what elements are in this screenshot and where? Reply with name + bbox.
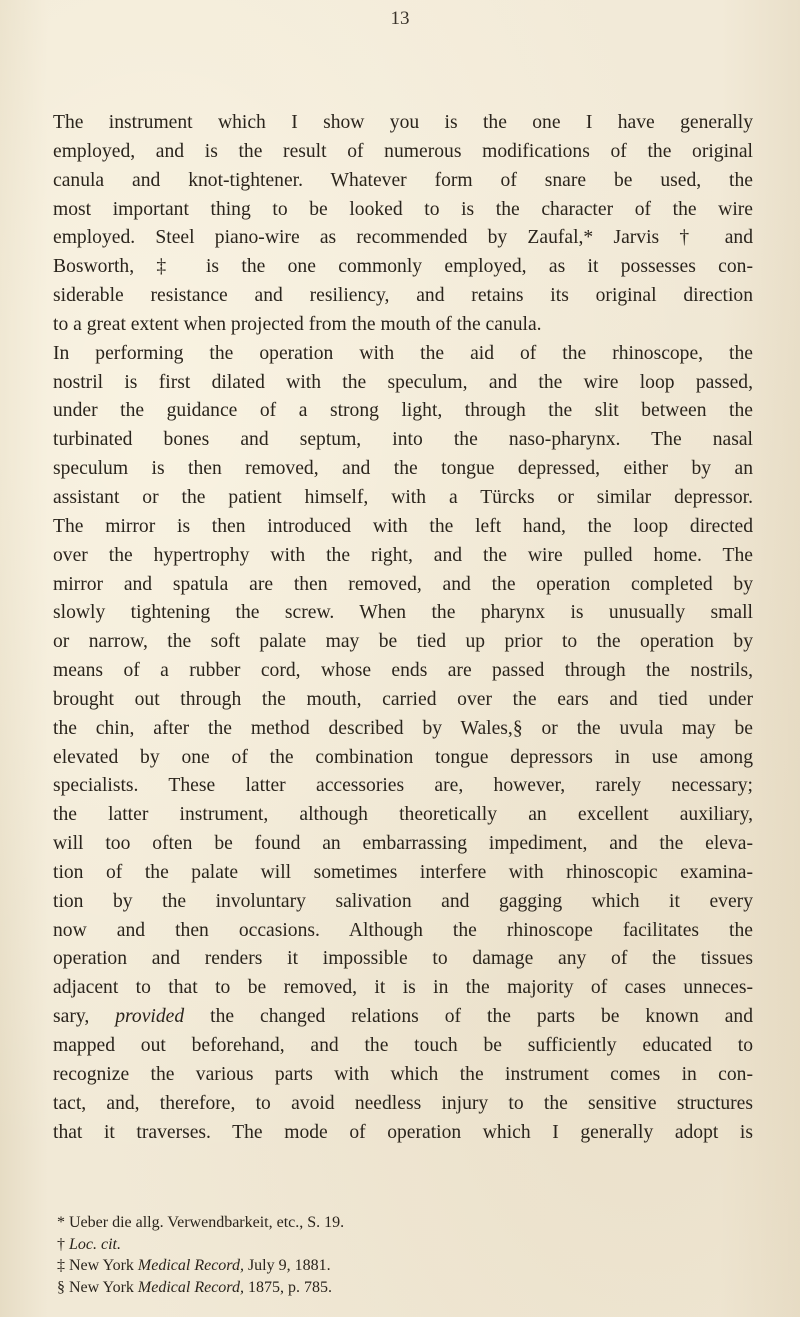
text-line: the latter instrument, although theoretically an excellent auxiliary,	[53, 804, 753, 826]
footnote	[57, 1255, 737, 1277]
footnote-text: Ueber die allg. Verwendbarkeit, etc., S. 19.	[69, 1214, 345, 1231]
footnote-text: New York	[69, 1278, 138, 1296]
text-line: employed. Steel piano-wire as recommended by Zaufal,* Jarvis † and	[53, 227, 753, 249]
text-line: most important thing to be looked to is the character of the wire	[53, 198, 753, 220]
footnotes	[57, 1212, 737, 1298]
text-line: speculum is then removed, and the tongue depressed, either by an	[53, 458, 753, 480]
footnote-mark: §	[57, 1278, 65, 1296]
text-segment: sary,	[53, 1006, 116, 1028]
text-line: In performing the operation with the aid of the rhinoscope, the	[53, 342, 753, 364]
text-line: operation and renders it impossible to damage any of the tissues	[53, 948, 753, 970]
body-text	[53, 109, 753, 1147]
footnote	[57, 1277, 737, 1299]
text-segment: the changed relations of the parts be known and	[210, 1006, 753, 1028]
text-line: over the hypertrophy with the right, and the wire pulled home. The	[53, 544, 753, 566]
footnote-text: New York	[69, 1257, 138, 1274]
text-line: nostril is first dilated with the speculum, and the wire loop passed,	[53, 371, 753, 393]
text-line: Bosworth, ‡ is the one commonly employed, as it possesses con-	[53, 256, 753, 278]
text-line: assistant or the patient himself, with a Türcks or similar depressor.	[53, 486, 753, 508]
text-line: elevated by one of the combination tongue depressors in use among	[53, 746, 753, 768]
text-line: mirror and spatula are then removed, and the operation completed by	[53, 573, 753, 595]
page-number: 13	[390, 8, 410, 29]
text-line: siderable resistance and resiliency, and retains its original direction	[53, 285, 753, 307]
text-line: recognize the various parts with which the instrument comes in con-	[53, 1063, 753, 1085]
footnote-italic: Loc. cit.	[69, 1235, 121, 1253]
text-line: mapped out beforehand, and the touch be sufficiently educated to	[53, 1035, 753, 1056]
text-line: tion by the involuntary salivation and gagging which it every	[53, 890, 753, 912]
footnote-italic: Medical Record,	[137, 1257, 244, 1274]
footnote	[57, 1234, 737, 1256]
text-line: under the guidance of a strong light, through the slit between the	[53, 400, 753, 422]
text-line: The mirror is then introduced with the left hand, the loop directed	[53, 515, 753, 537]
text-line: to a great extent when projected from the mouth of the canula.	[53, 313, 542, 335]
text-line: means of a rubber cord, whose ends are passed through the nostrils,	[53, 660, 753, 682]
emphasis-word: provided	[115, 1006, 185, 1028]
text-line: adjacent to that to be removed, it is in the majority of cases unneces-	[53, 977, 753, 999]
text-line: canula and knot-tightener. Whatever form of snare be used, the	[53, 169, 753, 191]
text-line: employed, and is the result of numerous modifications of the original	[53, 140, 753, 162]
text-line: tion of the palate will sometimes interfere with rhinoscopic examina-	[53, 861, 753, 883]
text-line: the chin, after the method described by Wales,§ or the uvula may be	[53, 717, 753, 739]
text-line: will too often be found an embarrassing impediment, and the eleva-	[53, 833, 753, 855]
text-line: brought out through the mouth, carried over the ears and tied under	[53, 688, 753, 710]
footnote-mark: *	[57, 1214, 65, 1231]
footnote-mark: ‡	[57, 1257, 65, 1274]
footnote	[57, 1212, 737, 1234]
footnote-italic: Medical Record,	[137, 1278, 244, 1296]
text-line: or narrow, the soft palate may be tied up prior to the operation by	[53, 631, 753, 653]
text-line: now and then occasions. Although the rhinoscope facilitates the	[53, 919, 753, 941]
footnote-mark: †	[57, 1235, 65, 1253]
text-line: that it traverses. The mode of operation which I generally adopt is	[53, 1121, 753, 1143]
footnote-tail: July 9, 1881.	[243, 1257, 331, 1274]
text-line: turbinated bones and septum, into the naso-pharynx. The nasal	[53, 429, 753, 451]
text-line: slowly tightening the screw. When the pharynx is unusually small	[53, 602, 753, 624]
text-line: specialists. These latter accessories are, however, rarely necessary;	[53, 775, 753, 797]
text-line: The instrument which I show you is the one I have generally	[53, 112, 753, 133]
text-line: tact, and, therefore, to avoid needless injury to the sensitive structures	[53, 1092, 753, 1114]
footnote-tail: 1875, p. 785.	[243, 1278, 332, 1296]
text-line-with-emphasis	[53, 1003, 753, 1032]
